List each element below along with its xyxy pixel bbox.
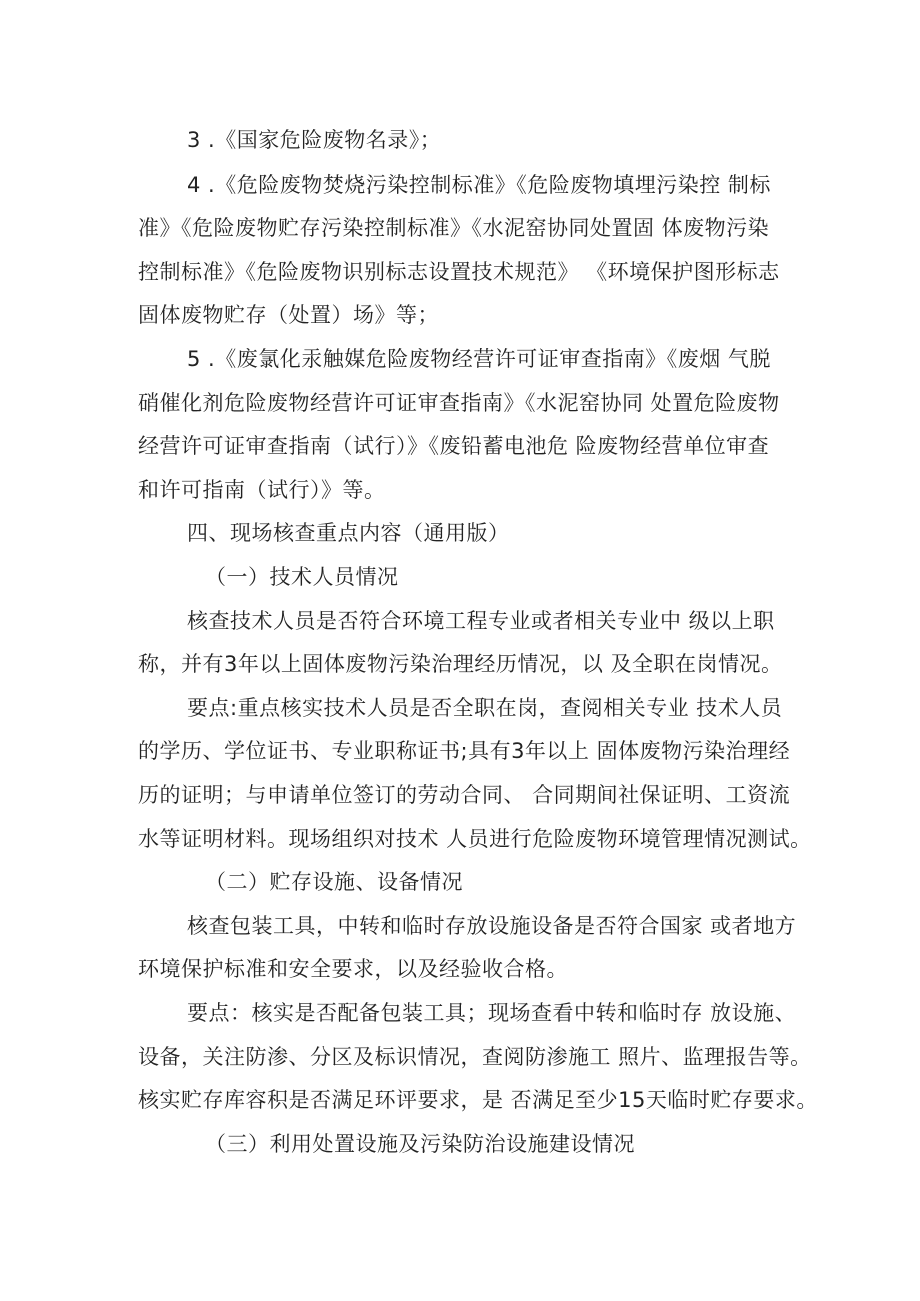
text-line: 经营许可证审查指南（试行）》《废铅蓄电池危 险废物经营单位审查: [138, 434, 770, 458]
text-line: 5 .《废氯化汞触媒危险废物经营许可证审查指南》《废烟 气脱: [187, 347, 771, 371]
text-line: 核查技术人员是否符合环境工程专业或者相关专业中 级以上职: [187, 609, 775, 633]
text-line: 水等证明材料。现场组织对技术 人员进行危险废物环境管理情况测试。: [138, 827, 812, 851]
text-line: 和许可指南（试行）》等。: [138, 478, 386, 502]
text-line: 固体废物贮存（处置）场》等；: [138, 303, 439, 327]
subsection-heading: （三）利用处置设施及污染防治设施建设情况: [205, 1132, 635, 1156]
text-line: 的学历、学位证书、专业职称证书;具有3年以上 固体废物污染治理经: [138, 739, 791, 763]
text-line: 要点:重点核实技术人员是否全职在岗，查阅相关专业 技术人员: [187, 696, 783, 720]
text-line: 准》《危险废物贮存污染控制标准》《水泥窑协同处置固 体废物污染: [138, 216, 770, 240]
text-line: 控制标准》《危险废物识别标志设置技术规范》 《环境保护图形标志: [138, 260, 780, 284]
text-line: 环境保护标准和安全要求，以及经验收合格。: [138, 957, 568, 981]
subsection-heading: （一）技术人员情况: [205, 565, 399, 589]
text-line: 设备，关注防渗、分区及标识情况，查阅防渗施工 照片、监理报告等。: [138, 1045, 812, 1069]
subsection-heading: （二）贮存设施、设备情况: [205, 870, 463, 894]
text-line: 历的证明；与申请单位签订的劳动合同、 合同期间社保证明、工资流: [138, 783, 791, 807]
text-line: 3 .《国家危险废物名录》；: [187, 128, 442, 152]
text-line: 4 .《危险废物焚烧污染控制标准》《危险废物填埋污染控 制标: [187, 173, 771, 197]
section-heading: 四、现场核查重点内容（通用版）: [187, 521, 510, 545]
text-line: 称，并有3年以上固体废物污染治理经历情况，以 及全职在岗情况。: [138, 652, 783, 676]
text-line: 要点：核实是否配备包装工具；现场查看中转和临时存 放设施、: [187, 1001, 797, 1025]
text-line: 硝催化剂危险废物经营许可证审查指南》《水泥窑协同 处置危险废物: [138, 391, 780, 415]
text-line: 核查包装工具，中转和临时存放设施设备是否符合国家 或者地方: [187, 914, 797, 938]
text-line: 核实贮存库容积是否满足环评要求，是 否满足至少15天临时贮存要求。: [138, 1088, 818, 1112]
